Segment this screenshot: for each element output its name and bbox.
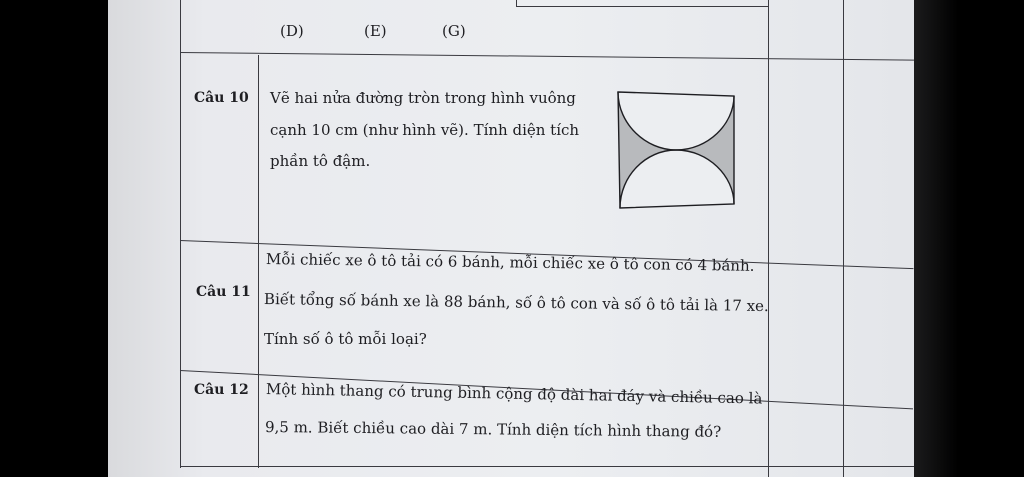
question-11-line-2: Biết tổng số bánh xe là 88 bánh, số ô tô con và số ô tô tải là 17 xe. — [263, 290, 769, 316]
question-12-line-1: Một hình thang có trung bình cộng độ dài hai đáy và chiều cao là — [265, 380, 763, 408]
table-left-border — [180, 0, 181, 468]
answer-column-divider-1 — [768, 0, 769, 477]
question-11-line-3: Tính số ô tô mỗi loại? — [264, 330, 427, 348]
row-divider-top — [180, 52, 914, 61]
question-12-label: Câu 12 — [194, 382, 249, 398]
question-10-label: Câu 10 — [194, 90, 249, 106]
question-11-line-1: Mỗi chiếc xe ô tô tải có 6 bánh, mỗi chiếc xe ô tô con có 4 bánh. — [265, 250, 755, 275]
table-bottom-border — [180, 466, 914, 467]
top-box-left-edge — [516, 0, 517, 6]
label-column-divider — [258, 55, 259, 468]
option-g: (G) — [442, 22, 466, 40]
question-10-line-3: phần tô đậm. — [270, 152, 371, 170]
background-right-edge — [914, 0, 1024, 477]
paper-sheet — [108, 0, 914, 477]
question-12-line-2: 9,5 m. Biết chiều cao dài 7 m. Tính diện tích hình thang đó? — [264, 418, 722, 441]
question-11-label: Câu 11 — [196, 284, 251, 300]
option-e: (E) — [364, 22, 387, 40]
top-box-edge — [516, 6, 768, 7]
question-10-line-2: cạnh 10 cm (như hình vẽ). Tính diện tích — [270, 121, 580, 139]
option-d: (D) — [280, 22, 304, 40]
question-10-line-1: Vẽ hai nửa đường tròn trong hình vuông — [270, 89, 576, 107]
square-semicircles-figure — [616, 90, 738, 214]
